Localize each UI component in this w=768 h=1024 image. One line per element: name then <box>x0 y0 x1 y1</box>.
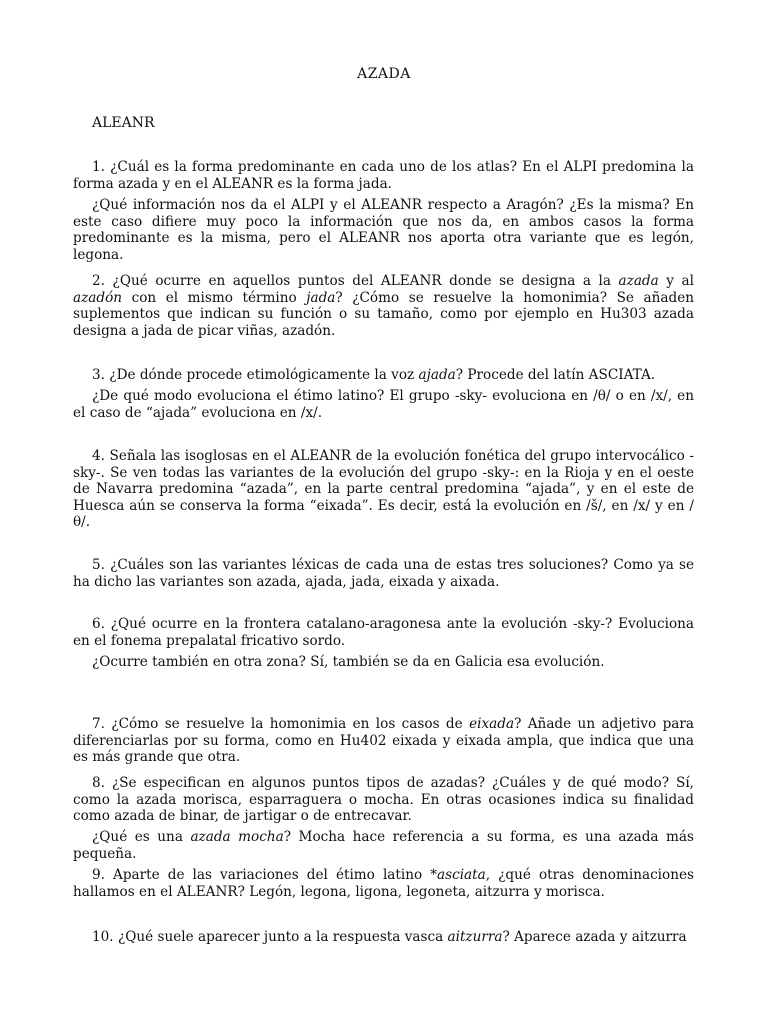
paragraph-q6: 6. ¿Qué ocurre en la frontera catalano-aragonesa ante la evolución -sky-? Evoluciona en el fonema prepalatal fricativo sordo. <box>73 616 694 649</box>
paragraph-q9 <box>73 867 694 900</box>
q2-text-3: con el mismo término <box>122 289 307 306</box>
paragraph-q5: 5. ¿Cuáles son las variantes léxicas de cada una de estas tres soluciones? Como ya se ha dicho las variantes son azada, ajada, jada, eixada y aixada. <box>73 557 694 590</box>
q3-text-2: ? Procede del latín ASCIATA. <box>455 367 656 383</box>
q2-text-2: y al <box>658 273 694 289</box>
paragraph-q1b: ¿Qué información nos da el ALPI y el ALEANR respecto a Aragón? ¿Es la misma? En este caso difiere muy poco la información que nos da, en ambos casos la forma predominante es la misma, pero el ALEANR nos aporta otra variante que es legón, legona. <box>73 197 694 263</box>
q2-italic-3: jada <box>306 289 336 306</box>
q7-text-2: ? Añade un adjetivo para diferenciarlas por su forma, como en Hu402 eixada y eixada ampla, que indica que una es más grande que otra. <box>73 716 695 765</box>
q2-italic-1: azada <box>618 273 659 289</box>
q2-text-4: ? ¿Cómo se resuelve la homonimia? Se añaden suplementos que indican su función o su tamaño, como por ejemplo en Hu303 azada designa a jada de picar viñas, azadón. <box>73 289 694 339</box>
q7-text-1: 7. ¿Cómo se resuelve la homonimia en los casos de <box>92 716 470 732</box>
paragraph-q6b: ¿Ocurre también en otra zona? Sí, también se da en Galicia esa evolución. <box>92 654 605 670</box>
paragraph-q4: 4. Señala las isoglosas en el ALEANR de la evolución fonética del grupo intervocálico -sky-. Se ven todas las variantes de la evolución del grupo -sky-: en la Rioja y en el oeste de Navarra predomina “azada”, en la parte central predomina “ajada”, y en el este de Huesca aún se conserva la forma “eixada”. Es decir, está la evolución en /š/, en /x/ y en /θ/. <box>73 448 694 530</box>
paragraph-q2 <box>73 273 694 339</box>
document-title: AZADA <box>357 66 411 82</box>
q9-italic-1: asciata <box>437 867 486 883</box>
paragraph-q3 <box>73 367 694 384</box>
q2-text-1: 2. ¿Qué ocurre en aquellos puntos del ALEANR donde se designa a la <box>92 273 619 289</box>
paragraph-q10 <box>73 929 694 946</box>
paragraph-q8: 8. ¿Se especifican en algunos puntos tipos de azadas? ¿Cuáles y de qué modo? Sí, como la azada morisca, esparraguera o mocha. En otras ocasiones indica su finalidad como azada de binar, de jartigar o de entrecavar. <box>73 775 694 824</box>
q8b-text-1: ¿Qué es una <box>92 829 191 845</box>
q10-italic-1: aitzurra <box>447 929 503 945</box>
paragraph-q8b <box>73 829 694 862</box>
q10-text-2: ? Aparece azada y aitzurra <box>502 929 687 945</box>
q9-text-1: 9. Aparte de las variaciones del étimo latino * <box>92 867 438 883</box>
q3-text-1: 3. ¿De dónde procede etimológicamente la voz <box>92 367 419 383</box>
q10-text-1: 10. ¿Qué suele aparecer junto a la respuesta vasca <box>92 929 448 945</box>
q9-text-2: , ¿qué otras denominaciones hallamos en el ALEANR? Legón, legona, ligona, legoneta, aitzurra y morisca. <box>73 867 694 900</box>
section-heading: ALEANR <box>92 115 155 131</box>
paragraph-q7 <box>73 716 694 766</box>
q8b-text-2: ? Mocha hace referencia a su forma, es una azada más pequeña. <box>73 829 694 862</box>
paragraph-q3b: ¿De qué modo evoluciona el étimo latino? El grupo -sky- evoluciona en /θ/ o en /x/, en el caso de “ajada” evoluciona en /x/. <box>73 388 694 421</box>
paragraph-q1: 1. ¿Cuál es la forma predominante en cada uno de los atlas? En el ALPI predomina la forma azada y en el ALEANR es la forma jada. <box>73 159 694 192</box>
q2-italic-2: azadón <box>73 289 123 306</box>
q8b-italic-1: azada mocha <box>190 829 284 845</box>
q7-italic-1: eixada <box>469 716 515 732</box>
q3-italic-1: ajada <box>418 367 456 383</box>
